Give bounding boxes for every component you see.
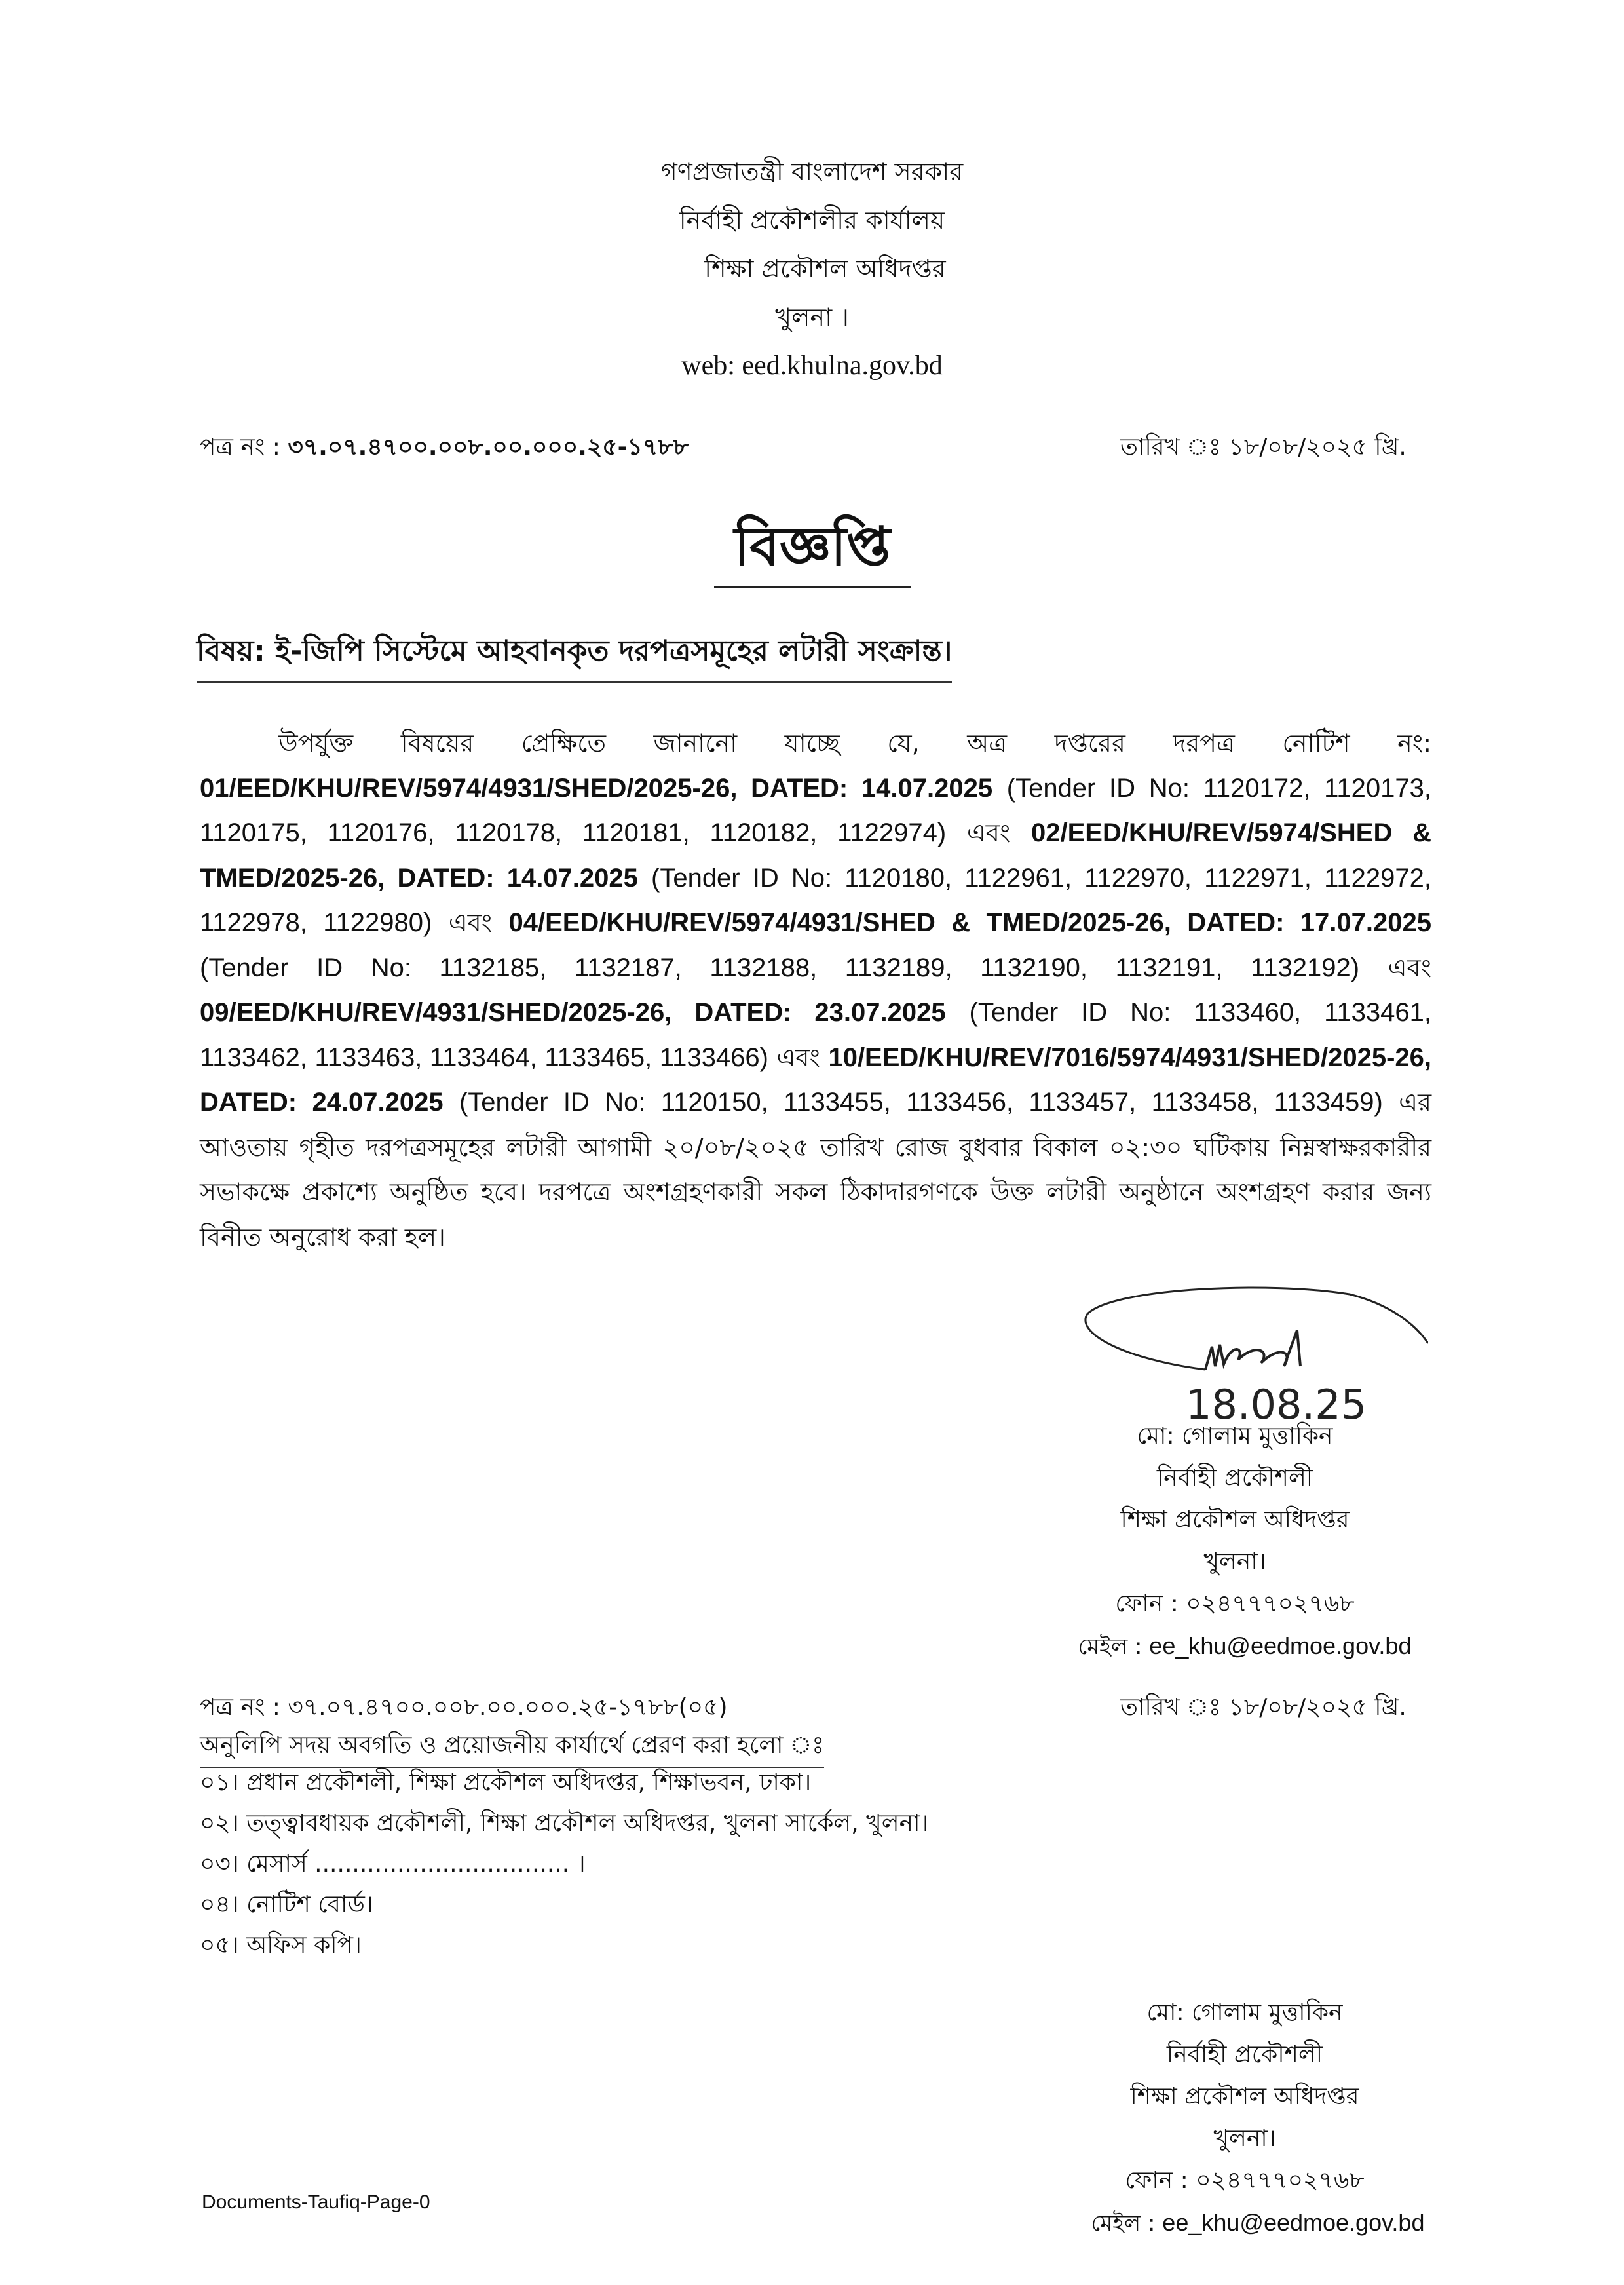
signer-name: মো: গোলাম মুত্তাকিন [1146, 1999, 1343, 2026]
signer-phone: ফোন : ০২৪৭৭৭০২৭৬৮ [1115, 1590, 1355, 1617]
email-address: ee_khu@eedmoe.gov.bd [1162, 2209, 1425, 2236]
copy-intro: অনুলিপি সদয় অবগতি ও প্রয়োজনীয় কার্যার্থে প্রেরণ করা হলো ঃ [200, 1727, 824, 1768]
signer-office: শিক্ষা প্রকৌশল অধিদপ্তর [1120, 1507, 1350, 1533]
notice-ref-3: 04/EED/KHU/REV/5974/4931/SHED & TMED/2025-26, DATED: 17.07.2025 [508, 908, 1431, 937]
list-item: ০৫। অফিস কপি। [200, 1932, 362, 1959]
list-item: ০১। প্রধান প্রকৌশলী, শিক্ষা প্রকৌশল অধিদপ্তর, শিক্ষাভবন, ঢাকা। [200, 1769, 812, 1796]
govt-name: গণপ্রজাতন্ত্রী বাংলাদেশ সরকার [660, 157, 964, 186]
copy-ref-label: পত্র নং : [200, 1694, 280, 1721]
copy-date [1120, 1689, 1407, 1729]
body-closing: আওতায় গৃহীত দরপত্রসমূহের লটারী আগামী ২০/০৮/২০২৫ তারিখ রোজ বুধবার বিকাল ০২:৩০ ঘটিকায় নিম্নস্বাক্ষরকারীর সভাকক্ষে প্রকাশ্যে অনুষ্ঠিত হবে। দরপত্রে অংশগ্রহণকারী সকল ঠিকাদারগণকে উক্ত লটারী অনুষ্ঠানে অংশগ্রহণ করার জন্য বিনীত অনুরোধ করা হল। [200, 1132, 1431, 1252]
city-name: খুলনা । [775, 303, 849, 332]
conjunction: এবং [1388, 953, 1431, 982]
signer-email [1048, 2202, 1441, 2244]
tender-ids-5: (Tender ID No: 1120150, 1133455, 1133456, 1133457, 1133458, 1133459) [459, 1088, 1383, 1117]
list-item: ০৪। নোটিশ বোর্ড। [200, 1891, 373, 1918]
tender-ids-1: (Tender ID No: 1120172, 1120173, 1120175, 1120176, 1120178, 1120181, 1120182, 1122974) [200, 773, 1432, 847]
page-footer: Documents-Taufiq-Page-0 [202, 2191, 430, 2213]
notice-title: বিজ্ঞপ্তি [714, 518, 911, 588]
signature-block-copy [1048, 1992, 1441, 2244]
memo-date [1120, 429, 1407, 469]
signature-block [1038, 1415, 1431, 1668]
notice-body [200, 721, 1431, 1259]
tender-ids-2: (Tender ID No: 1120180, 1122961, 1122970, 1122971, 1122972, 1122978, 1122980) [200, 863, 1432, 937]
signer-email [1038, 1625, 1431, 1668]
letterhead [0, 147, 1624, 390]
email-label: মেইল : [1078, 1634, 1142, 1660]
notice-ref-4: 09/EED/KHU/REV/4931/SHED/2025-26, DATED: 23.07.2025 [200, 998, 946, 1027]
conjunction: এবং [966, 818, 1011, 847]
list-item: ০২। তত্ত্বাবধায়ক প্রকৌশলী, শিক্ষা প্রকৌশল অধিদপ্তর, খুলনা সার্কেল, খুলনা। [200, 1810, 929, 1837]
memo-date-label: তারিখ ঃ [1120, 434, 1222, 461]
signer-designation: নির্বাহী প্রকৌশলী [1156, 1465, 1313, 1491]
signer-city: খুলনা। [1213, 2125, 1276, 2152]
tender-ids-3: (Tender ID No: 1132185, 1132187, 1132188, 1132189, 1132190, 1132191, 1132192) [200, 953, 1360, 982]
notice-ref-1: 01/EED/KHU/REV/5974/4931/SHED/2025-26, DATED: 14.07.2025 [200, 773, 993, 803]
department-name: শিক্ষা প্রকৌশল অধিদপ্তর [704, 254, 946, 283]
list-item: ০৩। মেসার্স .................................. । [200, 1851, 586, 1877]
email-address: ee_khu@eedmoe.gov.bd [1149, 1632, 1412, 1659]
conjunction: এবং [448, 908, 493, 937]
notice-ref-5: 10/EED/KHU/REV/7016/5974/4931/SHED/2025-26, DATED: 24.07.2025 [200, 1043, 1431, 1117]
signer-city: খুলনা। [1203, 1548, 1266, 1575]
memo-ref-number: ৩৭.০৭.৪৭০০.০০৮.০০.০০০.২৫-১৭৮৮ [288, 434, 689, 461]
notice-ref-2: 02/EED/KHU/REV/5974/SHED & TMED/2025-26, DATED: 14.07.2025 [200, 818, 1431, 893]
copy-date-value: ১৮/০৮/২০২৫ খ্রি. [1228, 1694, 1407, 1721]
copy-recipient-list [200, 1763, 928, 1966]
memo-ref-label: পত্র নং : [200, 434, 280, 461]
tender-ids-4: (Tender ID No: 1133460, 1133461, 1133462, 1133463, 1133464, 1133465, 1133466) [200, 998, 1431, 1072]
copy-date-label: তারিখ ঃ [1120, 1694, 1222, 1721]
signer-name: মো: গোলাম মুত্তাকিন [1137, 1423, 1333, 1450]
memo-date-value: ১৮/০৮/২০২৫ খ্রি. [1228, 434, 1407, 461]
signer-designation: নির্বাহী প্রকৌশলী [1166, 2041, 1323, 2068]
copy-ref-number: ৩৭.০৭.৪৭০০.০০৮.০০.০০০.২৫-১৭৮৮(০৫) [288, 1694, 728, 1721]
signer-phone: ফোন : ০২৪৭৭৭০২৭৬৮ [1125, 2167, 1365, 2194]
body-intro: উপর্যুক্ত বিষয়ের প্রেক্ষিতে জানানো যাচ্ছে যে, অত্র দপ্তরের দরপত্র নোটিশ নং: [278, 729, 1431, 758]
subject-line: বিষয়: ই-জিপি সিস্টেমে আহবানকৃত দরপত্রসমূহের লটারী সংক্রান্ত। [197, 629, 952, 683]
conjunction: এবং [776, 1043, 820, 1072]
body-of: এর [1399, 1088, 1431, 1117]
office-name: নির্বাহী প্রকৌশলীর কার্যালয় [679, 206, 945, 235]
signer-office: শিক্ষা প্রকৌশল অধিদপ্তর [1130, 2083, 1359, 2110]
email-label: মেইল : [1091, 2210, 1156, 2237]
memo-ref [200, 429, 689, 469]
signature-date: 18.08.25 [1186, 1381, 1367, 1429]
copy-ref [200, 1689, 728, 1729]
website: web: eed.khulna.gov.bd [681, 351, 943, 381]
